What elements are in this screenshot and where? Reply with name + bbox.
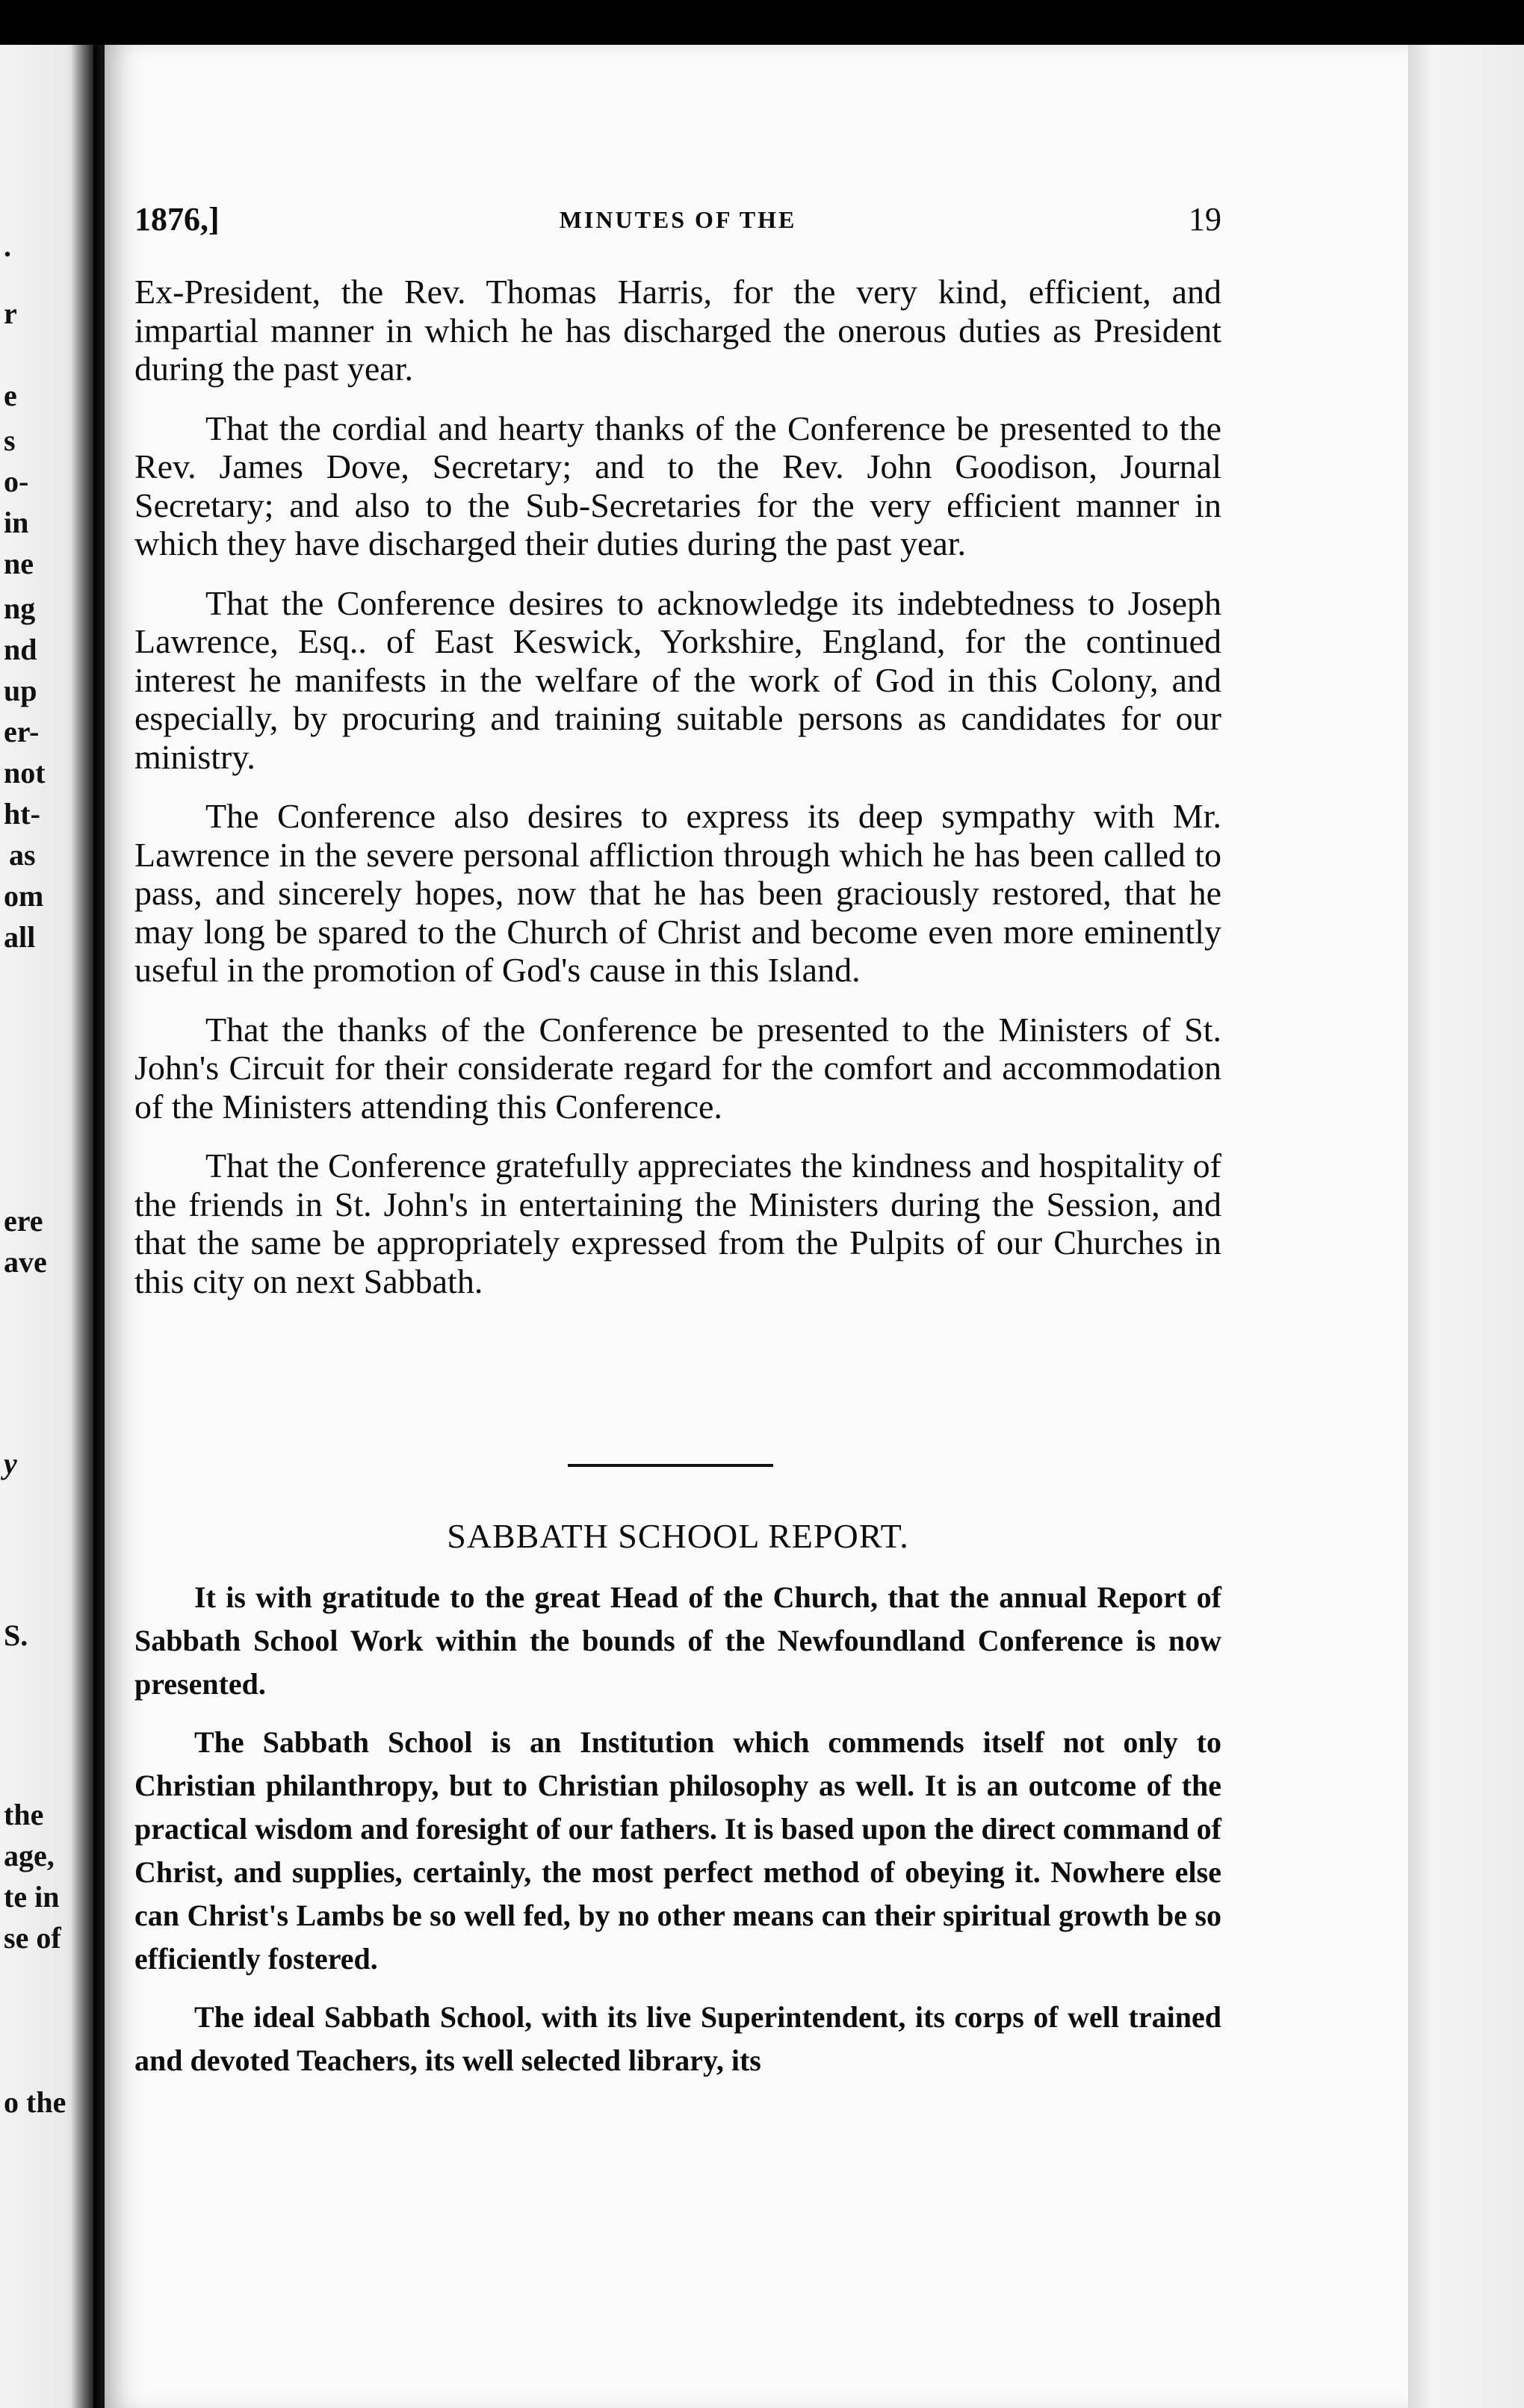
margin-fragment: r (4, 297, 17, 330)
header-year: 1876,] (134, 201, 220, 238)
section-divider (568, 1464, 773, 1467)
margin-fragment: as (9, 838, 36, 872)
margin-fragment: ht- (4, 797, 40, 831)
margin-fragment: er- (4, 715, 40, 748)
paragraph: That the Conference desires to acknowledge its indebtedness to Joseph Lawrence, Esq.. of East Keswick, Yorkshire, England, for the continued interest he manifests in the welfare of the work of God in this Colony, and especially, by procuring and training suitable persons as candidates for our ministry. (134, 583, 1221, 776)
page-right-edge (1408, 45, 1524, 2408)
margin-fragment: age, (4, 1839, 55, 1872)
paragraph: The Sabbath School is an Institution which commends itself not only to Christian philanthropy, but to Christian philosophy as well. It is an outcome of the practical wisdom and foresight of our fathers. It is based upon the direct command of Christ, and supplies, certainly, the most perfect method of obeying it. Nowhere else can Christ's Lambs be so well fed, by no other means can their spiritual growth be so efficiently fostered. (134, 1725, 1221, 1976)
margin-fragment: nd (4, 633, 37, 666)
margin-fragment: . (4, 229, 11, 263)
paragraph: That the Conference gratefully appreciates the kindness and hospitality of the friends in St. John's in entertaining the Ministers during the Session, and that the same be appropriately expressed from the Pulpits of our Churches in this city on next Sabbath. (134, 1146, 1221, 1300)
margin-fragment: S. (4, 1619, 28, 1652)
running-header (134, 200, 1221, 245)
paragraph: That the cordial and hearty thanks of the Conference be presented to the Rev. James Dove, Secretary; and to the Rev. John Goodison, Journal Secretary; and also to the Sub-Secretaries for the very efficient manner in which they have discharged their duties during the past year. (134, 409, 1221, 562)
margin-fragment: y (4, 1447, 17, 1480)
sabbath-school-text (134, 1576, 1221, 2097)
margin-fragment: up (4, 674, 37, 707)
margin-fragment: not (4, 756, 46, 789)
paragraph: That the thanks of the Conference be presented to the Ministers of St. John's Circuit for their considerate regard for the comfort and accommodation of the Ministers attending this Conference. (134, 1010, 1221, 1126)
paragraph: The ideal Sabbath School, with its live Superintendent, its corps of well trained and devoted Teachers, its well selected library, its (134, 2000, 1221, 2077)
page-number: 19 (1189, 201, 1221, 238)
paragraph: The Conference also desires to express its deep sympathy with Mr. Lawrence in the severe personal affliction through which he has been called to pass, and sincerely hopes, now that he has been graciously restored, that he may long be spared to the Church of Christ and become even more eminently useful in the promotion of God's cause in this Island. (134, 797, 1221, 989)
margin-fragment: ere (4, 1204, 43, 1238)
paragraph: Ex-President, the Rev. Thomas Harris, for the very kind, efficient, and impartial manner in which he has discharged the onerous duties as President during the past year. (134, 273, 1221, 388)
margin-fragment: se of (4, 1921, 61, 1955)
margin-fragment: ne (4, 547, 34, 580)
margin-fragment: all (4, 920, 36, 954)
paragraph: It is with gratitude to the great Head of the Church, that the annual Report of Sabbath School Work within the bounds of the Newfoundland Conference is now presented. (134, 1580, 1221, 1701)
header-title: MINUTES OF THE (559, 206, 797, 233)
margin-fragment: in (4, 506, 29, 539)
margin-fragment: o- (4, 465, 29, 498)
margin-fragment: e (4, 379, 17, 412)
section-title: SABBATH SCHOOL REPORT. (447, 1517, 909, 1555)
margin-fragment: o the (4, 2085, 66, 2119)
margin-fragment: ave (4, 1245, 47, 1279)
margin-fragment: ng (4, 592, 36, 625)
resolutions-text (134, 273, 1221, 1321)
margin-fragment: the (4, 1798, 44, 1831)
margin-fragment: om (4, 879, 44, 913)
scanner-top-edge (0, 0, 1524, 45)
margin-fragment: s (4, 423, 16, 457)
margin-fragment: te in (4, 1880, 60, 1914)
